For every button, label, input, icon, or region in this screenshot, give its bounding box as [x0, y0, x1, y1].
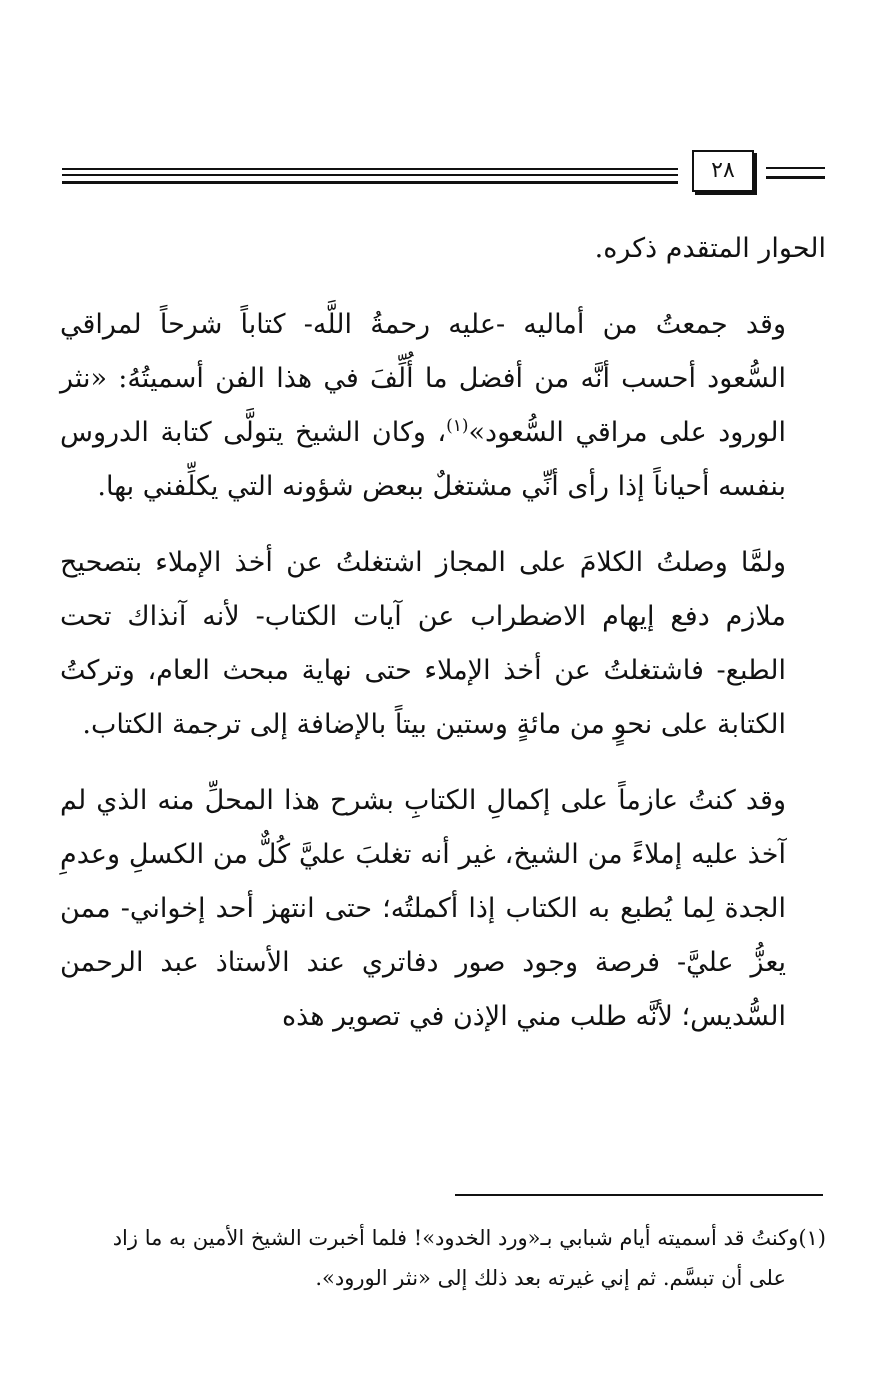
paragraph-text: وقد جمعتُ من أماليه -عليه رحمةُ اللَّه- كتاباً شرحاً لمراقي السُّعود أحسب أنَّه من أفضل ما أُلِّفَ في هذا الفن أسميتُهُ: «نثر الورود على مراقي السُّعود» — [60, 309, 786, 448]
paragraph-text: ، وكان الشيخ يتولَّى كتابة الدروس بنفسه أحياناً إذا رأى أنِّي مشتغلٌ ببعض شؤونه التي يكلِّفني بها. — [60, 417, 786, 502]
footnote: (١)وكنتُ قد أسميته أيام شبابي بـ«ورد الخدود»! فلما أخبرت الشيخ الأمين به ما زاد — [112, 1226, 826, 1250]
footnote-rule — [455, 1194, 823, 1196]
header-rule-right — [766, 167, 825, 169]
header-rule — [62, 168, 678, 170]
header-rule-right — [766, 176, 825, 179]
footnote-ref[interactable]: (١) — [446, 416, 469, 436]
footnote-continuation: على أن تبسَّم. ثم إني غيرته بعد ذلك إلى «نثر الورود». — [315, 1266, 786, 1290]
paragraph: ولمَّا وصلتُ الكلامَ على المجاز اشتغلتُ عن أخذ الإملاء بتصحيح ملازم دفع إيهام الاضطراب عن آيات الكتاب- لأنه آنذاك تحت الطبع- فاشتغلتُ عن أخذ الإملاء حتى نهاية مبحث العام، وتركتُ الكتابة على نحوٍ من مائةٍ وستين بيتاً بالإضافة إلى ترجمة الكتاب. — [60, 547, 786, 740]
paragraph: وقد كنتُ عازماً على إكمالِ الكتابِ بشرح هذا المحلِّ منه الذي لم آخذ عليه إملاءً من الشيخ، غير أنه تغلبَ عليَّ كُلٌّ من الكسلِ وعدمِ الجدة لِما يُطبع به الكتاب إذا أكملتُه؛ حتى انتهز أحد إخواني- ممن يعزُّ عليَّ- فرصة وجود صور دفاتري عند الأستاذ عبد الرحمن السُّديس؛ لأنَّه طلب مني الإذن في تصوير هذه — [60, 785, 786, 1032]
footnotes — [60, 1218, 826, 1298]
header-rule — [62, 181, 678, 184]
paragraph — [60, 298, 826, 514]
body-text — [60, 222, 826, 1044]
paragraph: الحوار المتقدم ذكره. — [594, 233, 826, 264]
header-rule — [62, 174, 678, 176]
page-number: ٢٨ — [692, 150, 754, 192]
